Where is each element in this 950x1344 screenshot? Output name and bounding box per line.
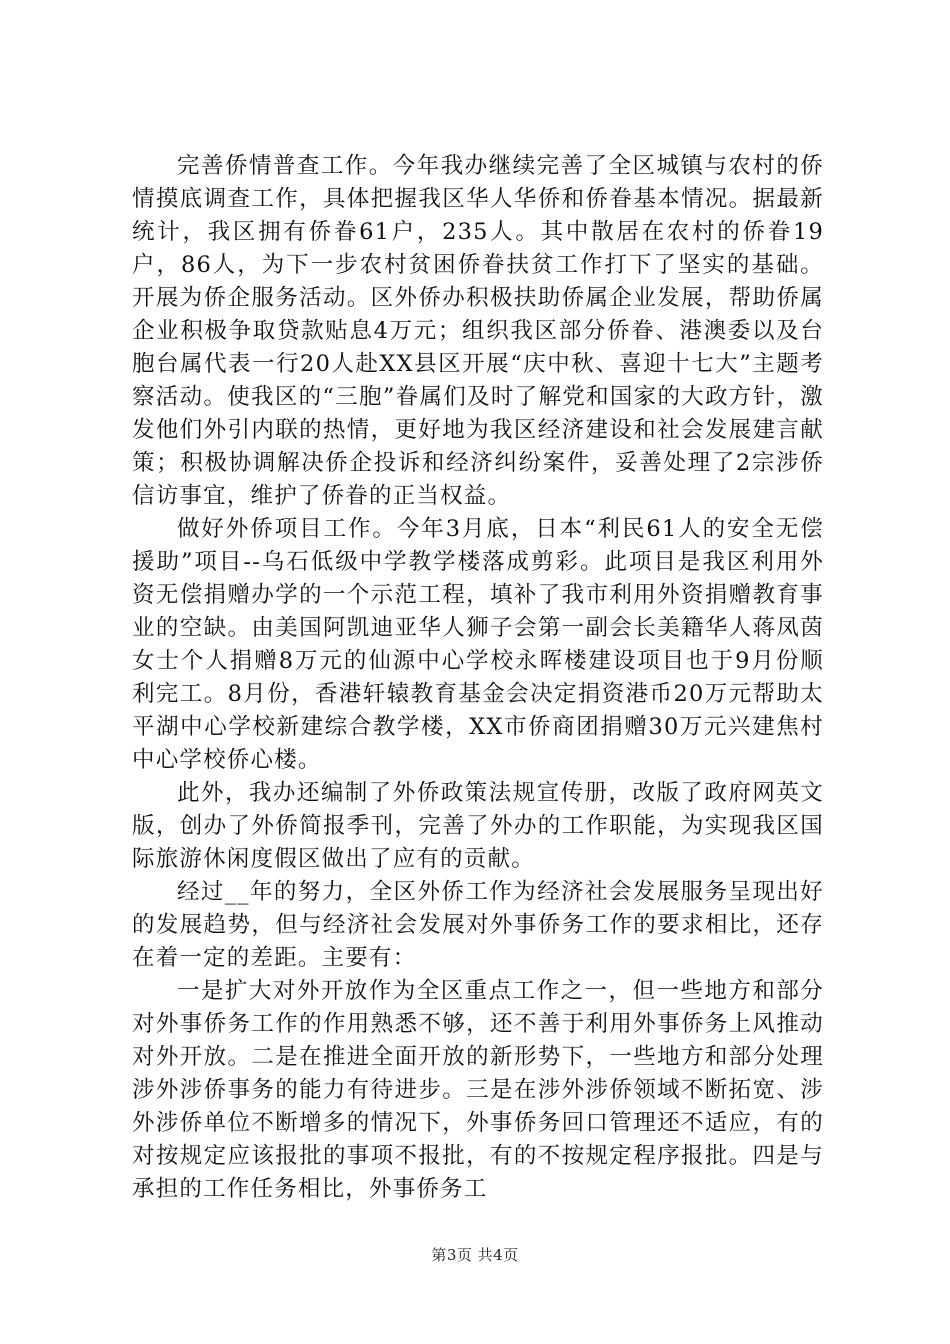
paragraph-overseas-projects: 做好外侨项目工作。今年3月底，日本“利民61人的安全无偿援助”项目--乌石低级中学教学楼落成剪彩。此项目是我区利用外资无偿捐赠办学的一个示范工程，填补了我市利用外资捐赠教育事业的空缺。由美国阿凯迪亚华人狮子会第一副会长美籍华人蒋凤茵女士个人捐赠8万元的仙源中心学校永晖楼建设项目也于9月份顺利完工。8月份，香港轩辕教育基金会决定捐资港币20万元帮助太平湖中心学校新建综合教学楼，XX市侨商团捐赠30万元兴建焦村中心学校侨心楼。 <box>132 516 824 773</box>
paragraph-overseas-census: 完善侨情普查工作。今年我办继续完善了全区城镇与农村的侨情摸底调查工作，具体把握我区华人华侨和侨眷基本情况。据最新统计，我区拥有侨眷61户，235人。其中散居在农村的侨眷19户，86人，为下一步农村贫困侨眷扶贫工作打下了坚实的基础。开展为侨企服务活动。区外侨办积极扶助侨属企业发展，帮助侨属企业积极争取贷款贴息4万元；组织我区部分侨眷、港澳委以及台胞台属代表一行20人赴XX县区开展“庆中秋、喜迎十七大”主题考察活动。使我区的“三胞”眷属们及时了解党和国家的大政方针，激发他们外引内联的热情，更好地为我区经济建设和社会发展建言献策；积极协调解决侨企投诉和经济纠纷案件，妥善处理了2宗涉侨信访事宜，维护了侨眷的正当权益。 <box>132 153 824 509</box>
paragraph-other-work: 此外，我办还编制了外侨政策法规宣传册，改版了政府网英文版，创办了外侨简报季刊，完善了外办的工作职能，为实现我区国际旅游休闲度假区做出了应有的贡献。 <box>132 780 824 872</box>
paragraph-gaps-intro: 经过__年的努力，全区外侨工作为经济社会发展服务呈现出好的发展趋势，但与经济社会发展对外事侨务工作的要求相比，还存在着一定的差距。主要有： <box>132 879 824 971</box>
page-number-footer: 第3页 共4页 <box>431 1246 519 1264</box>
paragraph-problems: 一是扩大对外开放作为全区重点工作之一，但一些地方和部分对外事侨务工作的作用熟悉不够，还不善于利用外事侨务上风推动对外开放。二是在推进全面开放的新形势下，一些地方和部分处理涉外涉侨事务的能力有待进步。三是在涉外涉侨领域不断拓宽、涉外涉侨单位不断增多的情况下，外事侨务回口管理还不适应，有的对按规定应该报批的事项不报批，有的不按规定程序报批。四是与承担的工作任务相比，外事侨务工 <box>132 978 824 1202</box>
document-body <box>132 150 824 1206</box>
